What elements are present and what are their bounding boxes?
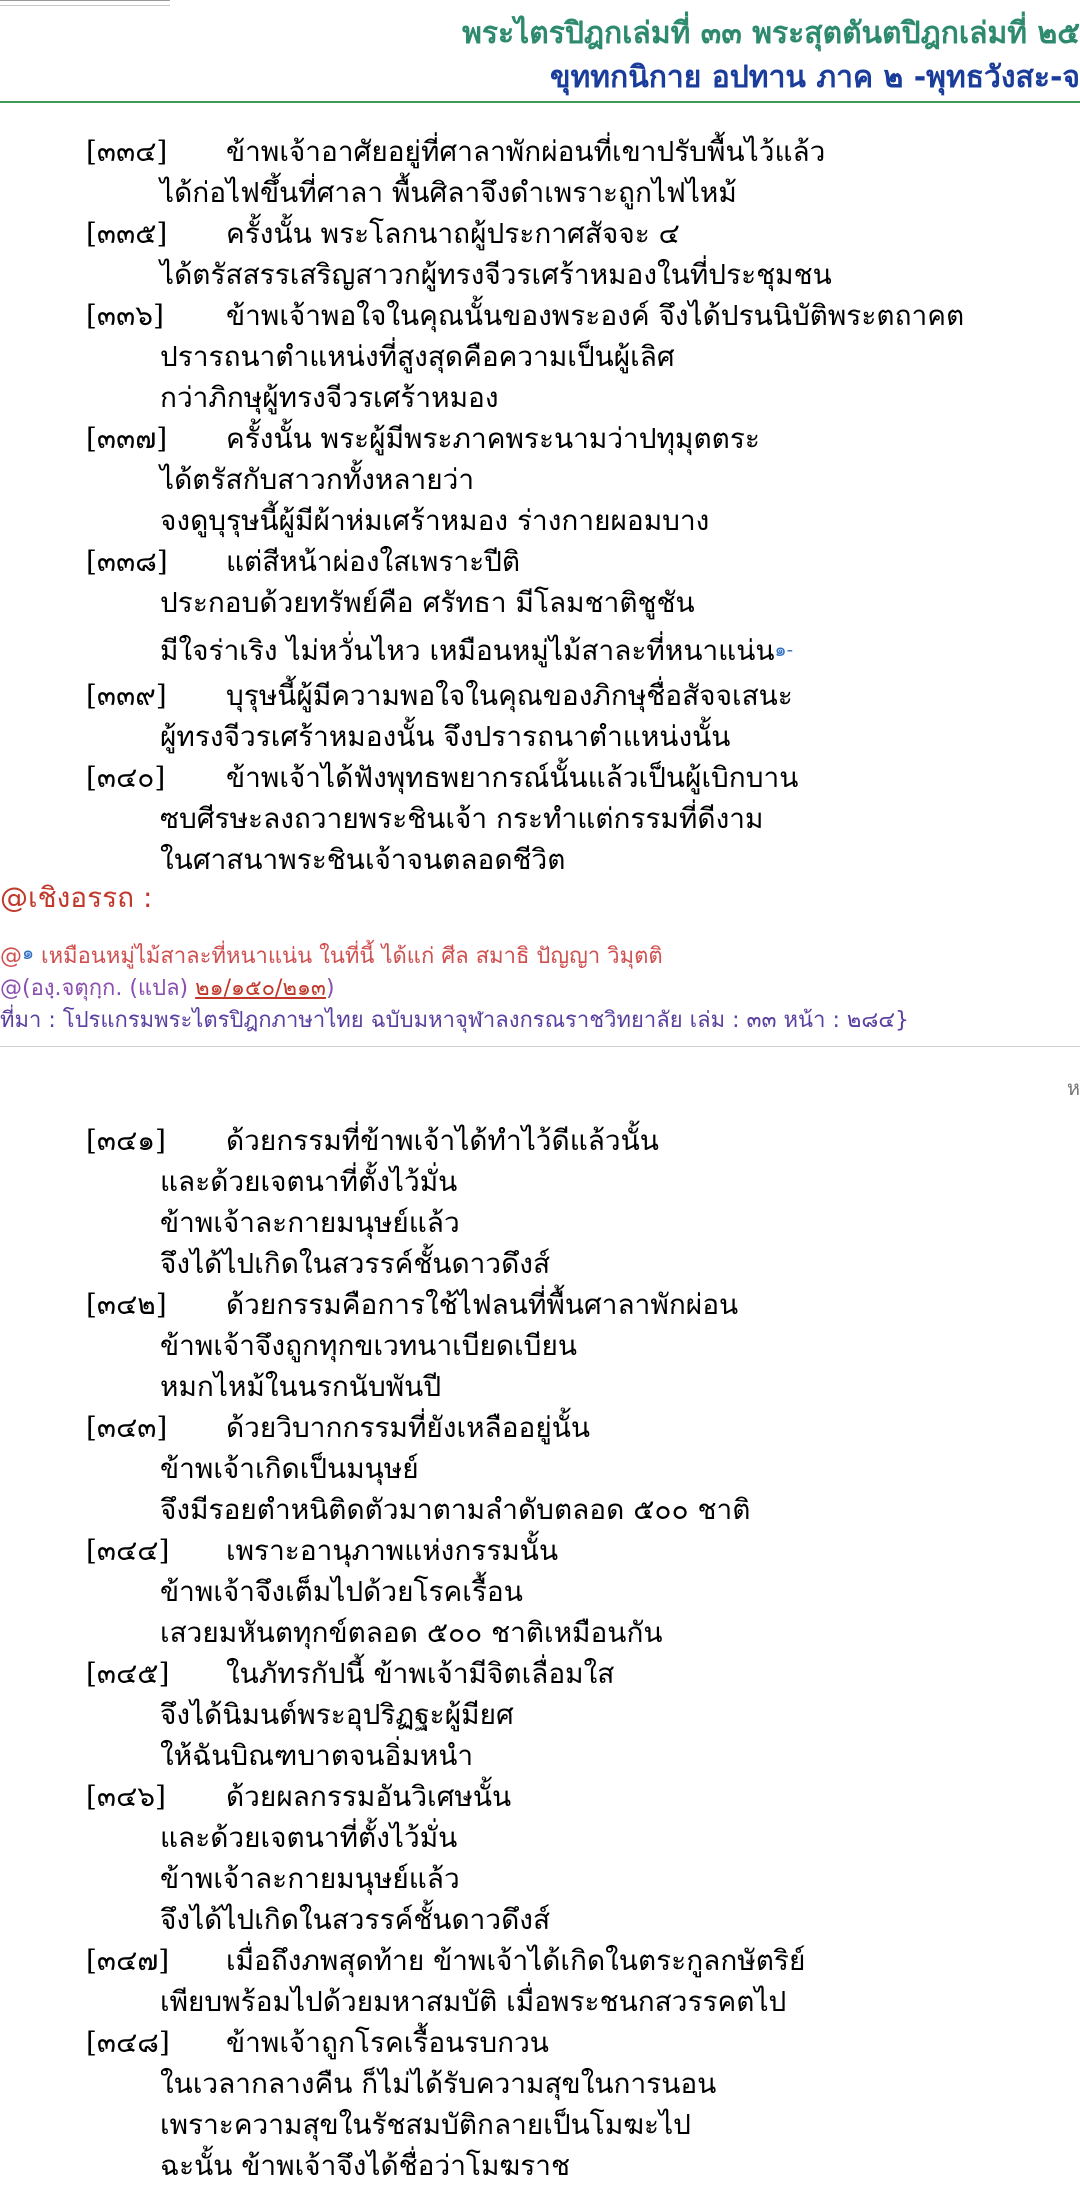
verse-line: แต่สีหน้าผ่องใสเพราะปีติ (226, 545, 521, 578)
verse-line: เมื่อถึงภพสุดท้าย ข้าพเจ้าได้เกิดในตระกูลกษัตริย์ (226, 1944, 806, 1977)
reference-prefix: @(องฺ.จตุกฺก. (แปล) (0, 976, 196, 1001)
verse-line: ฉะนั้น ข้าพเจ้าจึงได้ชื่อว่าโมฆราช (160, 2149, 570, 2182)
verse-line: บุรุษนี้ผู้มีความพอใจในคุณของภิกษุชื่อสัจจเสนะ (226, 679, 793, 712)
verse-line: ข้าพเจ้าพอใจในคุณนั้นของพระองค์ จึงได้ปรนนิบัติพระตถาคต (226, 299, 965, 332)
verse-344 (86, 1530, 663, 1653)
verse-line: และด้วยเจตนาที่ตั้งไว้มั่น (160, 1821, 458, 1854)
header-title-line1: พระไตรปิฎกเล่มที่ ๓๓ พระสุตตันตปิฎกเล่มที่ ๒๕ (462, 16, 1080, 51)
footnote-reference (0, 970, 335, 1005)
verse-number: [๓๔๘] (86, 2026, 170, 2059)
top-toolbar-remnant (0, 0, 170, 6)
verse-line: ปรารถนาตำแหน่งที่สูงสุดคือความเป็นผู้เลิศ (160, 340, 675, 373)
verse-340 (86, 757, 798, 880)
verse-line: จึงได้ไปเกิดในสวรรค์ชั้นดาวดึงส์ (160, 1903, 551, 1936)
verse-343 (86, 1407, 750, 1530)
verse-number: [๓๓๕] (86, 217, 168, 250)
footnote-mark: @ (0, 944, 22, 969)
verse-line: ข้าพเจ้าถูกโรคเรื้อนรบกวน (226, 2026, 549, 2059)
verse-338-continued (86, 630, 793, 671)
verse-line: ครั้งนั้น พระผู้มีพระภาคพระนามว่าปทุมุตตระ (226, 422, 760, 455)
verse-number: [๓๓๗] (86, 422, 168, 455)
verse-line: เพราะอานุภาพแห่งกรรมนั้น (226, 1534, 559, 1567)
verse-338 (86, 541, 695, 623)
header-divider (0, 101, 1080, 103)
page-separator (0, 1046, 1080, 1047)
verse-number: [๓๔๓] (86, 1411, 168, 1444)
verse-line: ข้าพเจ้าเกิดเป็นมนุษย์ (160, 1452, 419, 1485)
footnote-number: ๑ (22, 942, 35, 964)
verse-line: ได้ตรัสกับสาวกทั้งหลายว่า (160, 463, 475, 496)
reference-link[interactable]: ๒๑/๑๕๐/๒๑๓ (195, 976, 326, 1001)
verse-336 (86, 295, 964, 418)
verse-line: และด้วยเจตนาที่ตั้งไว้มั่น (160, 1165, 458, 1198)
verse-334 (86, 131, 825, 213)
verse-line: มีใจร่าเริง ไม่หวั่นไหว เหมือนหมู่ไม้สาละที่หนาแน่น (160, 634, 775, 667)
verse-line: กว่าภิกษุผู้ทรงจีวรเศร้าหมอง (160, 381, 499, 414)
verse-line: ข้าพเจ้าจึงถูกทุกขเวทนาเบียดเบียน (160, 1329, 577, 1362)
verse-line: ด้วยวิบากกรรมที่ยังเหลืออยู่นั้น (226, 1411, 591, 1444)
verse-line: เพียบพร้อมไปด้วยมหาสมบัติ เมื่อพระชนกสวรรคตไป (160, 1985, 787, 2018)
verse-number: [๓๓๖] (86, 299, 164, 332)
verse-line: ด้วยกรรมที่ข้าพเจ้าได้ทำไว้ดีแล้วนั้น (226, 1124, 659, 1157)
verse-line: จึงได้นิมนต์พระอุปริฏฐะผู้มียศ (160, 1698, 514, 1731)
footnote-ref-link[interactable]: ๑- (774, 639, 793, 661)
source-line: ที่มา : โปรแกรมพระไตรปิฎกภาษาไทย ฉบับมหาจุฬาลงกรณราชวิทยาลัย เล่ม : ๓๓ หน้า : ๒๘๔} (0, 1008, 909, 1033)
verse-line: จงดูบุรุษนี้ผู้มีผ้าห่มเศร้าหมอง ร่างกายผอมบาง (160, 504, 710, 537)
verse-line: ข้าพเจ้าละกายมนุษย์แล้ว (160, 1862, 460, 1895)
verse-number: [๓๔๐] (86, 761, 166, 794)
verse-line: ครั้งนั้น พระโลกนาถผู้ประกาศสัจจะ ๔ (226, 217, 680, 250)
verse-number: [๓๔๖] (86, 1780, 166, 1813)
verse-number: [๓๔๑] (86, 1124, 166, 1157)
verse-line: ด้วยกรรมคือการใช้ไฟลนที่พื้นศาลาพักผ่อน (226, 1288, 739, 1321)
verse-line: ข้าพเจ้าได้ฟังพุทธพยากรณ์นั้นแล้วเป็นผู้เบิกบาน (226, 761, 799, 794)
verse-339 (86, 675, 793, 757)
verse-line: ในภัทรกัปนี้ ข้าพเจ้ามีจิตเลื่อมใส (226, 1657, 615, 1690)
verse-line: เสวยมหันตทุกข์ตลอด ๕๐๐ ชาติเหมือนกัน (160, 1616, 663, 1649)
verse-line: ประกอบด้วยทรัพย์คือ ศรัทธา มีโลมชาติชูชัน (160, 586, 695, 619)
verse-line: จึงได้ไปเกิดในสวรรค์ชั้นดาวดึงส์ (160, 1247, 551, 1280)
verse-line: หมกไหม้ในนรกนับพันปี (160, 1370, 442, 1403)
verse-line: ด้วยผลกรรมอันวิเศษนั้น (226, 1780, 512, 1813)
verse-line: ได้ตรัสสรรเสริญสาวกผู้ทรงจีวรเศร้าหมองในที่ประชุมชน (160, 258, 832, 291)
verse-line: เพราะความสุขในรัชสมบัติกลายเป็นโมฆะไป (160, 2108, 691, 2141)
verse-348 (86, 2022, 716, 2186)
footnote-1 (0, 938, 663, 973)
page-header (462, 12, 1080, 100)
reference-suffix: ) (325, 976, 335, 1001)
verse-number: [๓๓๔] (86, 135, 168, 168)
verse-341 (86, 1120, 659, 1284)
verse-335 (86, 213, 832, 295)
verse-number: [๓๔๔] (86, 1534, 170, 1567)
verse-number: [๓๔๒] (86, 1288, 167, 1321)
verse-line: ข้าพเจ้าละกายมนุษย์แล้ว (160, 1206, 460, 1239)
verse-line: จึงมีรอยตำหนิติดตัวมาตามลำดับตลอด ๕๐๐ ชาติ (160, 1493, 751, 1526)
verse-347 (86, 1940, 805, 2022)
verse-line: ให้ฉันบิณฑบาตจนอิ่มหนำ (160, 1739, 474, 1772)
verse-line: ในศาสนาพระชินเจ้าจนตลอดชีวิต (160, 843, 566, 876)
page-edge-glyph: ห (1066, 1076, 1080, 1100)
verse-346 (86, 1776, 550, 1940)
header-title-line2: ขุททกนิกาย อปทาน ภาค ๒ -พุทธวังสะ-จ (549, 60, 1080, 95)
verse-line: ข้าพเจ้าจึงเต็มไปด้วยโรคเรื้อน (160, 1575, 523, 1608)
footnote-heading: @เชิงอรรถ : (0, 881, 153, 914)
verse-line: ได้ก่อไฟขึ้นที่ศาลา พื้นศิลาจึงดำเพราะถูกไฟไหม้ (160, 176, 737, 209)
verse-342 (86, 1284, 738, 1407)
verse-line: ผู้ทรงจีวรเศร้าหมองนั้น จึงปรารถนาตำแหน่งนั้น (160, 720, 731, 753)
verse-number: [๓๓๘] (86, 545, 168, 578)
verse-345 (86, 1653, 614, 1776)
verse-line: ในเวลากลางคืน ก็ไม่ได้รับความสุขในการนอน (160, 2067, 717, 2100)
verse-line: ซบศีรษะลงถวายพระชินเจ้า กระทำแต่กรรมที่ดีงาม (160, 802, 764, 835)
verse-number: [๓๔๕] (86, 1657, 170, 1690)
verse-line: ข้าพเจ้าอาศัยอยู่ที่ศาลาพักผ่อนที่เขาปรับพื้นไว้แล้ว (226, 135, 826, 168)
verse-number: [๓๓๙] (86, 679, 167, 712)
verse-337 (86, 418, 760, 541)
footnote-text: เหมือนหมู่ไม้สาละที่หนาแน่น ในที่นี้ ได้แก่ ศีล สมาธิ ปัญญา วิมุตติ (34, 944, 663, 969)
verse-number: [๓๔๗] (86, 1944, 170, 1977)
